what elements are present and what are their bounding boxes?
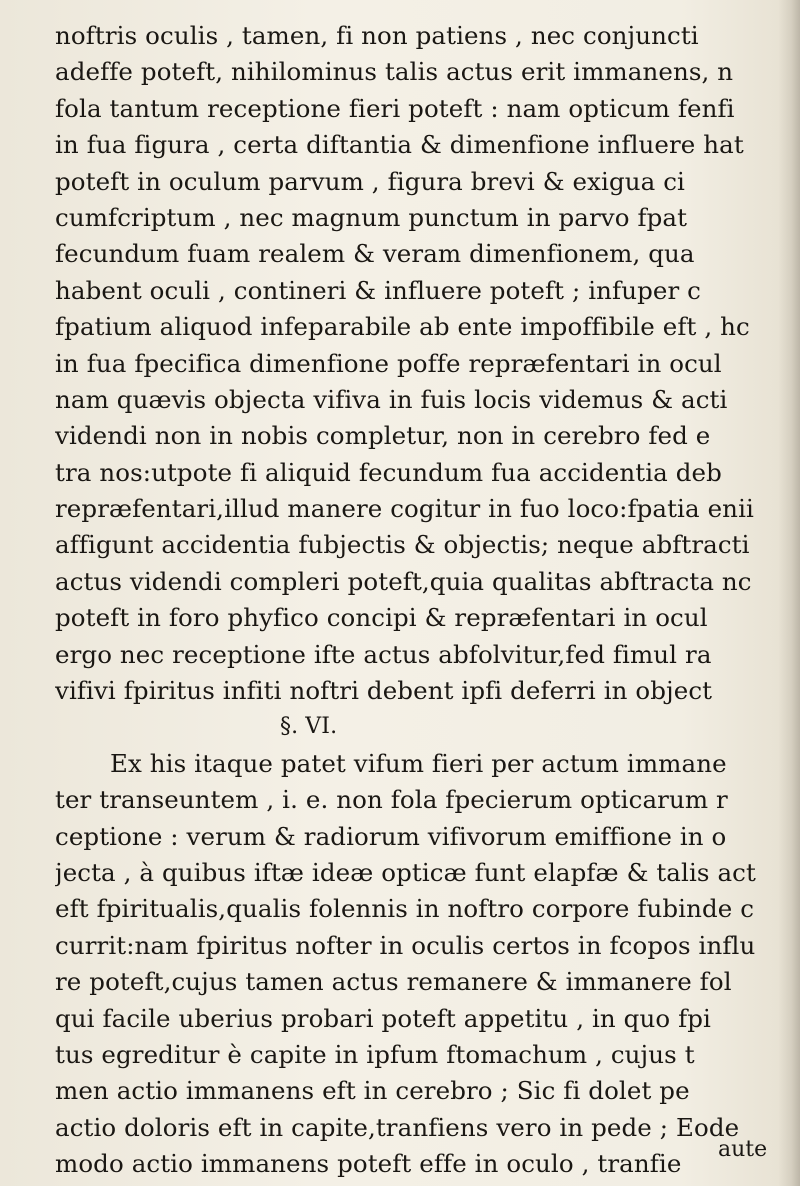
text-line: poteft in foro phyfico concipi & repræfentari in ocul: [55, 603, 708, 633]
text-line: ceptione : verum & radiorum vifivorum emiffione in o: [55, 821, 727, 851]
text-line: eft fpiritualis,qualis folennis in noftro corpore fubinde c: [55, 894, 755, 924]
text-line: vifivi fpiritus infiti noftri debent ipfi deferri in object: [55, 676, 713, 706]
text-line: poteft in oculum parvum , figura brevi & exigua ci: [55, 166, 685, 196]
text-line: tus egreditur è capite in ipfum ftomachum , cujus t: [55, 1039, 695, 1069]
text-line: in fua figura , certa diftantia & dimenfione influere hat: [55, 130, 744, 160]
text-line: actus videndi compleri poteft,quia qualitas abftracta nc: [55, 566, 752, 596]
text-line: actio doloris eft in capite,tranfiens vero in pede ; Eode: [55, 1112, 740, 1142]
text-line: ergo nec receptione ifte actus abfolvitur,fed fimul ra: [55, 639, 712, 669]
text-line: fpatium aliquod infeparabile ab ente impoffibile eft , hc: [55, 312, 750, 342]
text-line: fecundum fuam realem & veram dimenfionem, qua: [55, 239, 695, 269]
section-heading: §. VI.: [280, 714, 338, 740]
text-line: affigunt accidentia fubjectis & objectis; neque abftracti: [55, 530, 750, 560]
text-line: cumfcriptum , nec magnum punctum in parvo fpat: [55, 202, 688, 232]
text-line: re poteft,cujus tamen actus remanere & immanere fol: [55, 967, 732, 997]
text-line: qui facile uberius probari poteft appetitu , in quo fpi: [55, 1003, 711, 1033]
text-line: habent oculi , contineri & influere poteft ; infuper c: [55, 275, 701, 305]
text-line: jecta , à quibus iftæ ideæ opticæ funt elapfæ & talis act: [55, 857, 756, 887]
text-line: in fua fpecifica dimenfione poffe repræfentari in ocul: [55, 348, 722, 378]
catchword: aute: [718, 1137, 768, 1162]
text-line: adeffe poteft, nihilominus talis actus erit immanens, n: [55, 57, 734, 87]
text-line: tra nos:utpote fi aliquid fecundum fua accidentia deb: [55, 457, 722, 487]
paragraph-first-line: Ex his itaque patet vifum fieri per actum immane: [110, 748, 727, 778]
text-line: modo actio immanens poteft effe in oculo , tranfie: [55, 1149, 682, 1179]
text-line: fola tantum receptione fieri poteft : nam opticum fenfi: [55, 93, 735, 123]
text-line: noftris oculis , tamen, fi non patiens , nec conjuncti: [55, 21, 699, 50]
text-line: men actio immanens eft in cerebro ; Sic fi dolet pe: [55, 1076, 690, 1106]
text-line: nam quævis objecta vifiva in fuis locis videmus & acti: [55, 384, 728, 414]
text-line: currit:nam fpiritus nofter in oculis certos in fcopos influ: [55, 930, 756, 960]
latin-text-block: [55, 18, 790, 1183]
text-line: videndi non in nobis completur, non in cerebro fed e: [55, 421, 711, 451]
text-line: repræfentari,illud manere cogitur in fuo loco:fpatia enii: [55, 494, 754, 524]
text-line: ter transeuntem , i. e. non fola fpecierum opticarum r: [55, 785, 728, 815]
